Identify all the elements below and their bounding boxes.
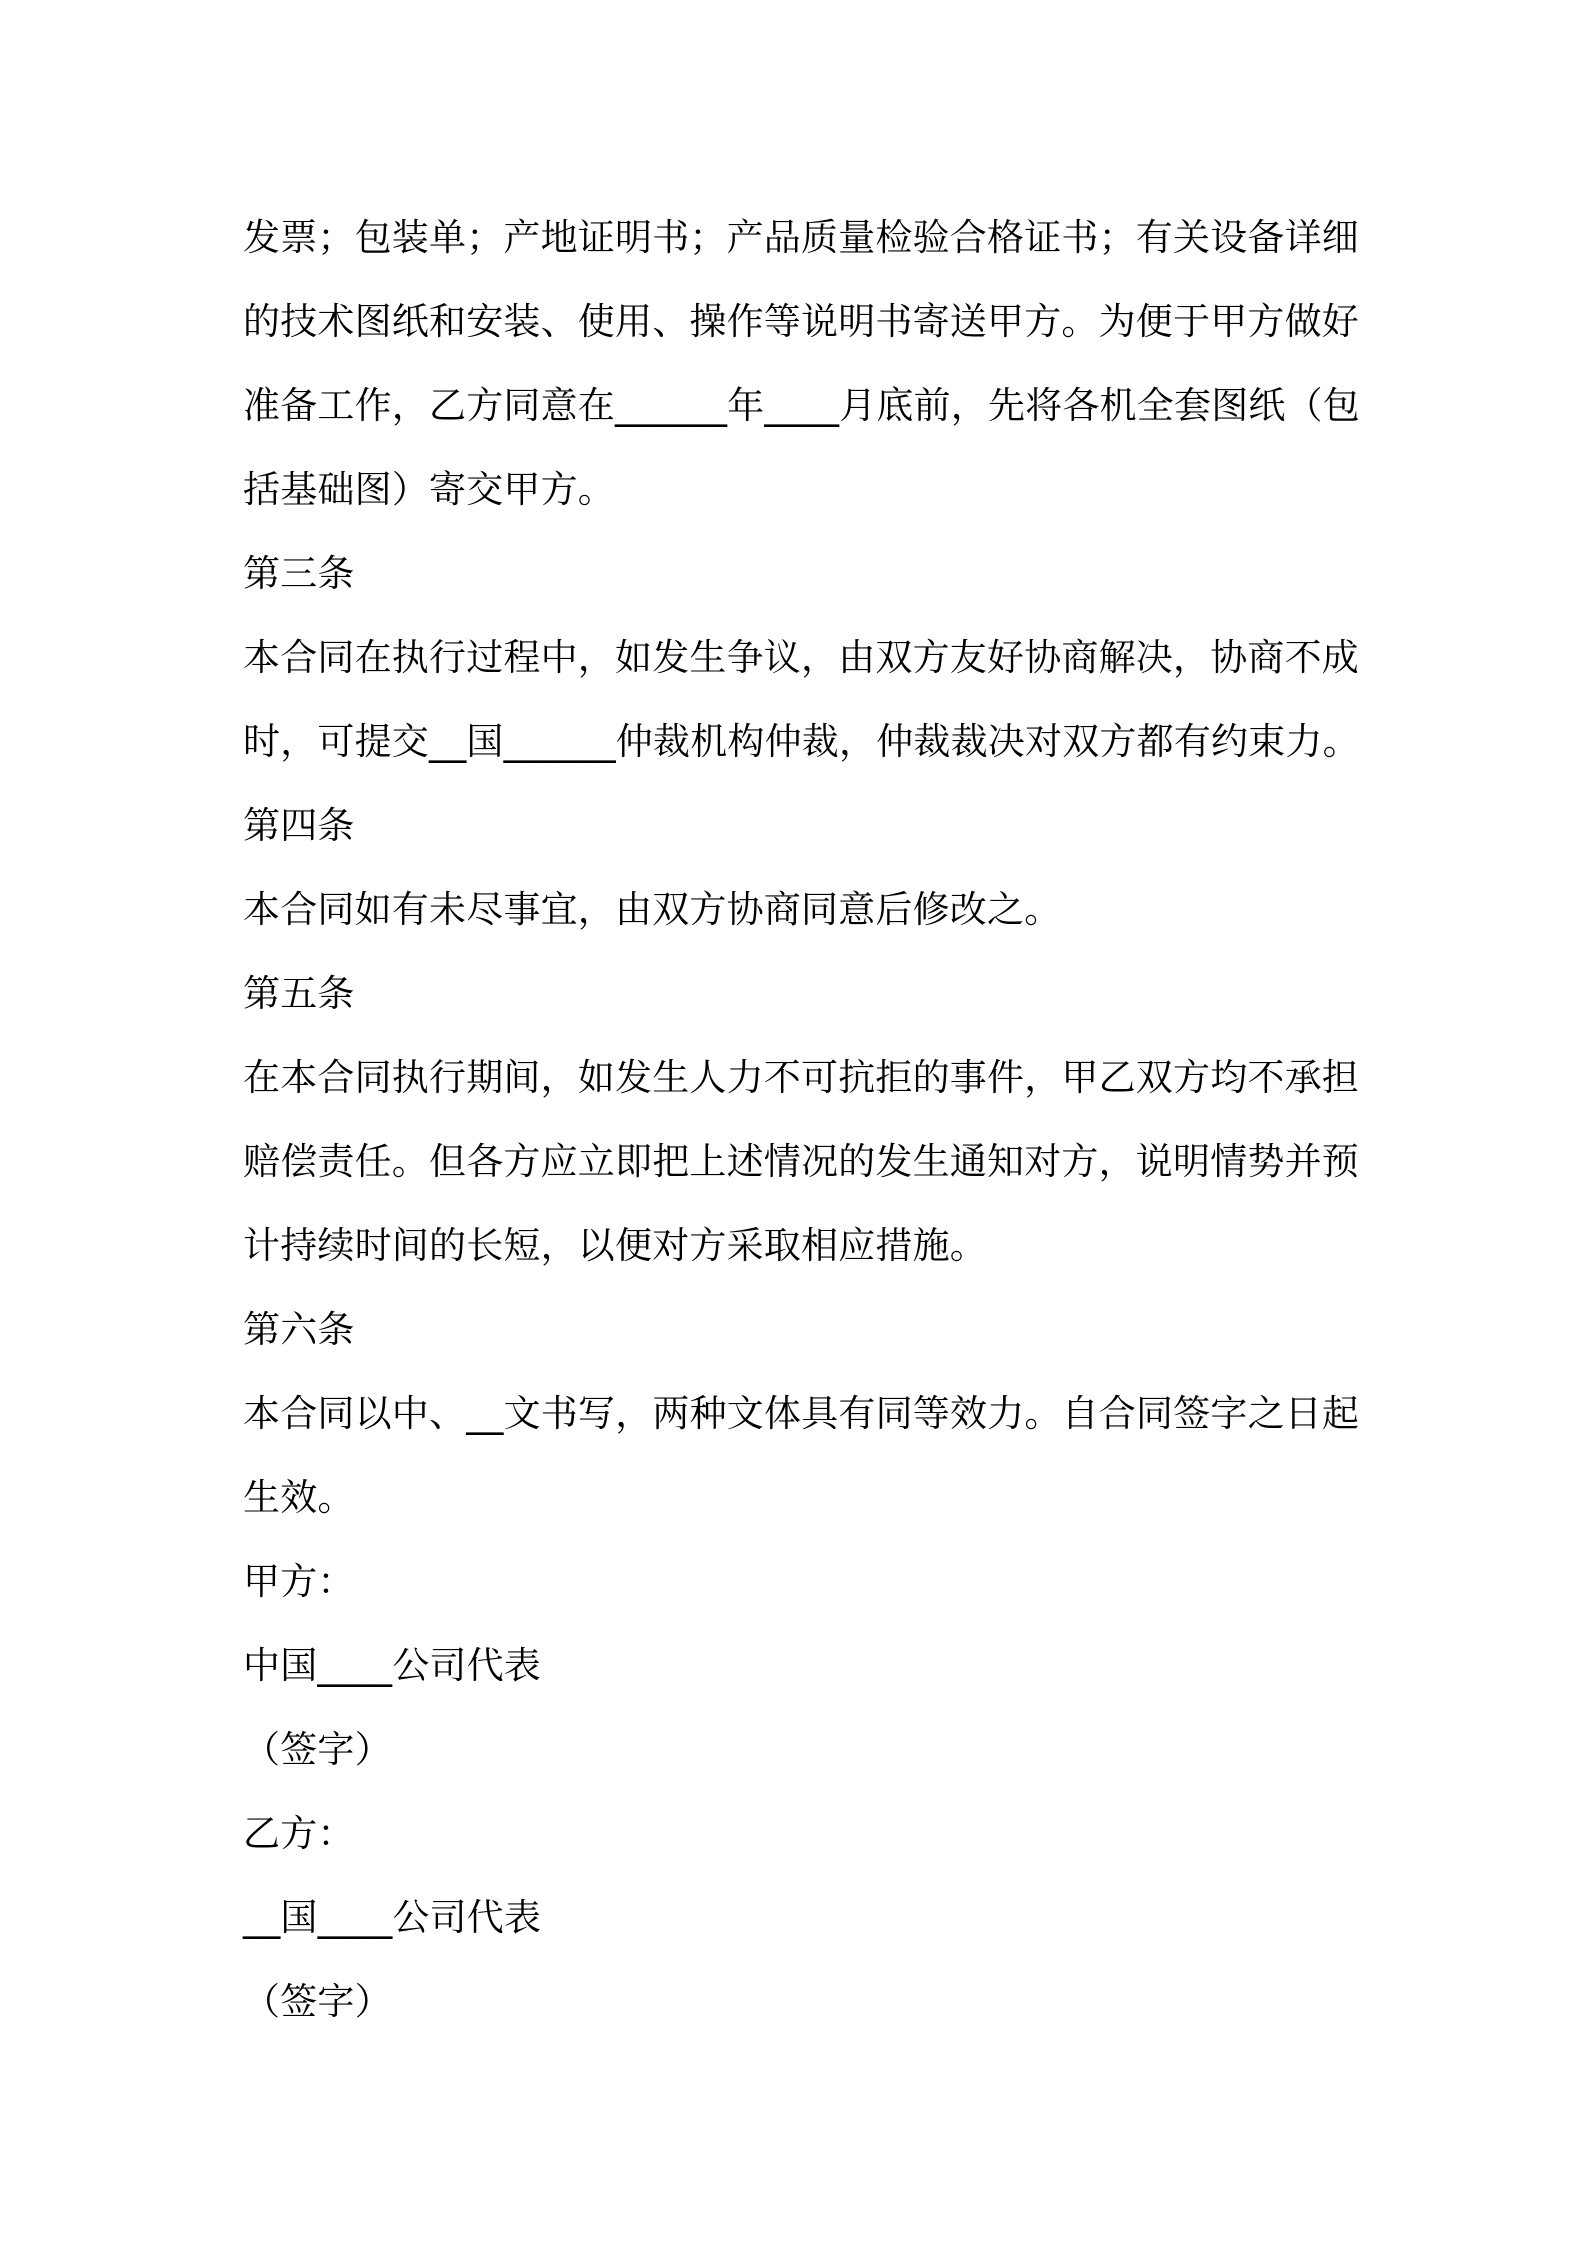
party-a-signature: （签字） xyxy=(243,1728,392,1771)
contract-body xyxy=(243,196,1360,2044)
text-line: 本合同以中、__文书写，两种文体具有同等效力。自合同签字之日起 xyxy=(243,1392,1360,1435)
text-line: 时，可提交__国______仲裁机构仲裁，仲裁裁决对双方都有约束力。 xyxy=(243,720,1360,763)
article-heading-6: 第六条 xyxy=(243,1308,355,1351)
party-b-representative: __国____公司代表 xyxy=(243,1896,542,1939)
text-line: 赔偿责任。但各方应立即把上述情况的发生通知对方，说明情势并预 xyxy=(243,1140,1359,1183)
party-b-label: 乙方： xyxy=(243,1812,355,1855)
article-heading-4: 第四条 xyxy=(243,804,355,847)
party-a-label: 甲方： xyxy=(243,1560,355,1603)
article-heading-3: 第三条 xyxy=(243,552,355,595)
party-b-signature: （签字） xyxy=(243,1980,392,2023)
text-line: 准备工作，乙方同意在______年____月底前，先将各机全套图纸（包 xyxy=(243,384,1360,427)
text-line: 括基础图）寄交甲方。 xyxy=(243,468,615,511)
text-line: 本合同在执行过程中，如发生争议，由双方友好协商解决，协商不成 xyxy=(243,636,1359,679)
text-line: 的技术图纸和安装、使用、操作等说明书寄送甲方。为便于甲方做好 xyxy=(243,300,1359,343)
text-line: 本合同如有未尽事宜，由双方协商同意后修改之。 xyxy=(243,888,1062,931)
article-heading-5: 第五条 xyxy=(243,972,355,1015)
party-a-representative: 中国____公司代表 xyxy=(243,1644,541,1687)
text-line: 计持续时间的长短，以便对方采取相应措施。 xyxy=(243,1224,987,1267)
text-line: 在本合同执行期间，如发生人力不可抗拒的事件，甲乙双方均不承担 xyxy=(243,1056,1359,1099)
text-line: 发票；包装单；产地证明书；产品质量检验合格证书；有关设备详细 xyxy=(243,216,1359,259)
text-line: 生效。 xyxy=(243,1476,355,1519)
